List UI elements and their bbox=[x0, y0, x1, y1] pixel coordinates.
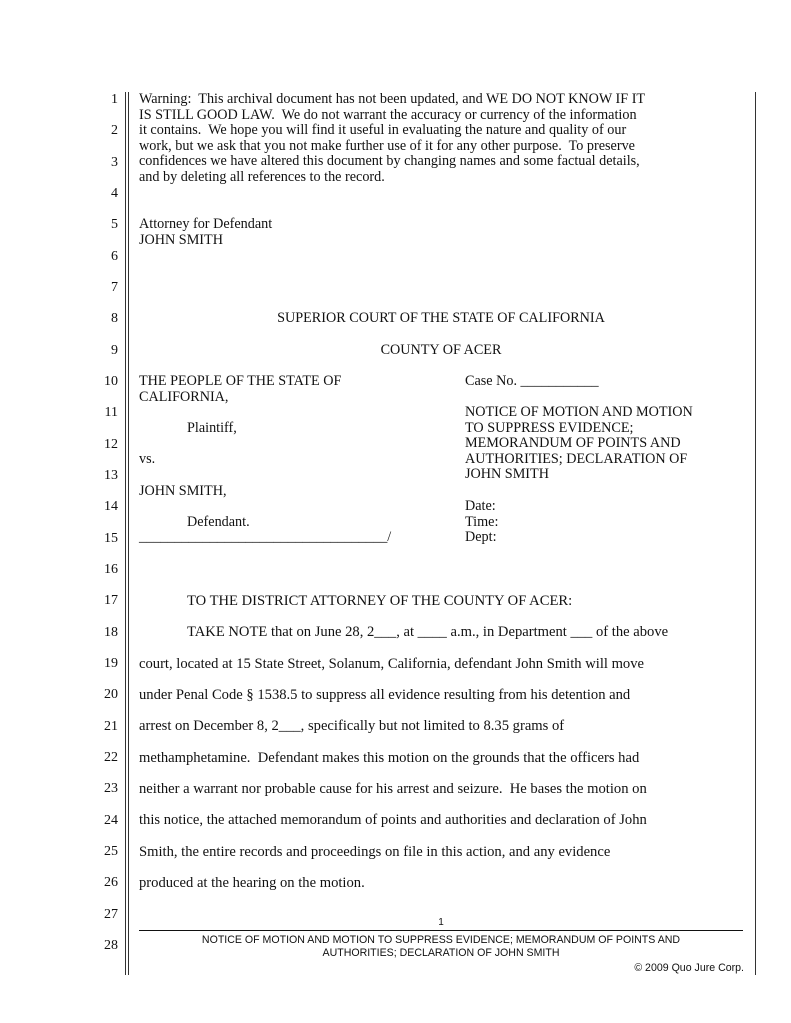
line-number: 25 bbox=[104, 844, 118, 859]
versus: vs. bbox=[139, 451, 156, 467]
salutation: TO THE DISTRICT ATTORNEY OF THE COUNTY OF ACER: bbox=[187, 593, 573, 609]
case-number: Case No. ___________ bbox=[465, 373, 599, 389]
warning-line: it contains. We hope you will find it useful in evaluating the nature and quality of our bbox=[139, 122, 627, 139]
line-number: 10 bbox=[104, 374, 118, 389]
line-number: 15 bbox=[104, 531, 118, 546]
line-number: 13 bbox=[104, 468, 118, 483]
document-title: TO SUPPRESS EVIDENCE; bbox=[465, 419, 634, 436]
plaintiff-name: CALIFORNIA, bbox=[139, 388, 229, 405]
line-number: 28 bbox=[104, 938, 118, 953]
line-number: 23 bbox=[104, 781, 118, 796]
document-title: JOHN SMITH bbox=[465, 466, 549, 483]
court-name: SUPERIOR COURT OF THE STATE OF CALIFORNIA bbox=[277, 310, 605, 326]
line-number: 7 bbox=[111, 280, 118, 295]
caption-signature-rule: ___________________________________/ bbox=[139, 529, 392, 545]
hearing-date-label: Date: bbox=[465, 498, 496, 514]
attorney-name: JOHN SMITH bbox=[139, 231, 223, 248]
body-line: methamphetamine. Defendant makes this motion on the grounds that the officers had bbox=[139, 750, 640, 766]
footer-title: NOTICE OF MOTION AND MOTION TO SUPPRESS EVIDENCE; MEMORANDUM OF POINTS AND bbox=[201, 934, 681, 946]
left-margin-rule-inner bbox=[128, 92, 129, 975]
page-number: 1 bbox=[438, 917, 444, 928]
line-number: 16 bbox=[104, 562, 118, 577]
court-county: COUNTY OF ACER bbox=[380, 342, 502, 358]
line-number: 19 bbox=[104, 656, 118, 671]
body-line: Smith, the entire records and proceedings on file in this action, and any evidence bbox=[139, 844, 611, 860]
plaintiff-name: THE PEOPLE OF THE STATE OF bbox=[139, 373, 342, 389]
line-number: 12 bbox=[104, 437, 118, 452]
defendant-role: Defendant. bbox=[187, 514, 250, 530]
warning-line: confidences we have altered this document by changing names and some factual details, bbox=[139, 153, 640, 170]
line-number: 8 bbox=[111, 311, 118, 326]
document-title: AUTHORITIES; DECLARATION OF bbox=[465, 450, 688, 467]
line-number: 9 bbox=[111, 343, 118, 358]
line-number: 24 bbox=[104, 813, 118, 828]
line-number: 18 bbox=[104, 625, 118, 640]
document-title: MEMORANDUM OF POINTS AND bbox=[465, 435, 681, 452]
hearing-time-label: Time: bbox=[465, 513, 499, 530]
plaintiff-role: Plaintiff, bbox=[187, 420, 237, 436]
line-number: 14 bbox=[104, 499, 118, 514]
footer-rule bbox=[139, 930, 743, 931]
line-number: 11 bbox=[104, 405, 118, 420]
footer-copyright: © 2009 Quo Jure Corp. bbox=[634, 962, 744, 974]
line-number: 6 bbox=[111, 249, 118, 264]
line-number: 3 bbox=[111, 155, 118, 170]
body-line: under Penal Code § 1538.5 to suppress all evidence resulting from his detention and bbox=[139, 687, 631, 703]
warning-line: Warning: This archival document has not been updated, and WE DO NOT KNOW IF IT bbox=[139, 91, 646, 107]
body-line: court, located at 15 State Street, Solanum, California, defendant John Smith will move bbox=[139, 656, 645, 672]
line-number: 17 bbox=[104, 593, 118, 608]
document-title: NOTICE OF MOTION AND MOTION bbox=[465, 404, 693, 420]
line-number: 2 bbox=[111, 123, 118, 138]
line-number: 27 bbox=[104, 907, 118, 922]
line-number: 26 bbox=[104, 875, 118, 890]
defendant-name: JOHN SMITH, bbox=[139, 483, 227, 499]
warning-line: IS STILL GOOD LAW. We do not warrant the accuracy or currency of the information bbox=[139, 106, 637, 123]
right-margin-rule bbox=[755, 92, 756, 975]
footer-title: AUTHORITIES; DECLARATION OF JOHN SMITH bbox=[322, 947, 560, 959]
body-line: this notice, the attached memorandum of points and authorities and declaration of John bbox=[139, 812, 647, 828]
body-line: neither a warrant nor probable cause for his arrest and seizure. He bases the motion on bbox=[139, 781, 647, 797]
body-line: produced at the hearing on the motion. bbox=[139, 875, 365, 891]
attorney-label: Attorney for Defendant bbox=[139, 216, 273, 232]
body-line: arrest on December 8, 2___, specifically but not limited to 8.35 grams of bbox=[139, 718, 565, 734]
line-number: 21 bbox=[104, 719, 118, 734]
warning-line: work, but we ask that you not make further use of it for any other purpose. To preserve bbox=[139, 137, 635, 154]
hearing-dept-label: Dept: bbox=[465, 529, 497, 546]
body-line: TAKE NOTE that on June 28, 2___, at ____ a.m., in Department ___ of the above bbox=[187, 624, 669, 640]
line-number: 22 bbox=[104, 750, 118, 765]
line-number: 1 bbox=[111, 92, 118, 107]
line-number: 4 bbox=[111, 186, 118, 201]
left-margin-rule-outer bbox=[125, 92, 126, 975]
line-number: 20 bbox=[104, 687, 118, 702]
warning-line: and by deleting all references to the record. bbox=[139, 169, 385, 185]
line-number: 5 bbox=[111, 217, 118, 232]
